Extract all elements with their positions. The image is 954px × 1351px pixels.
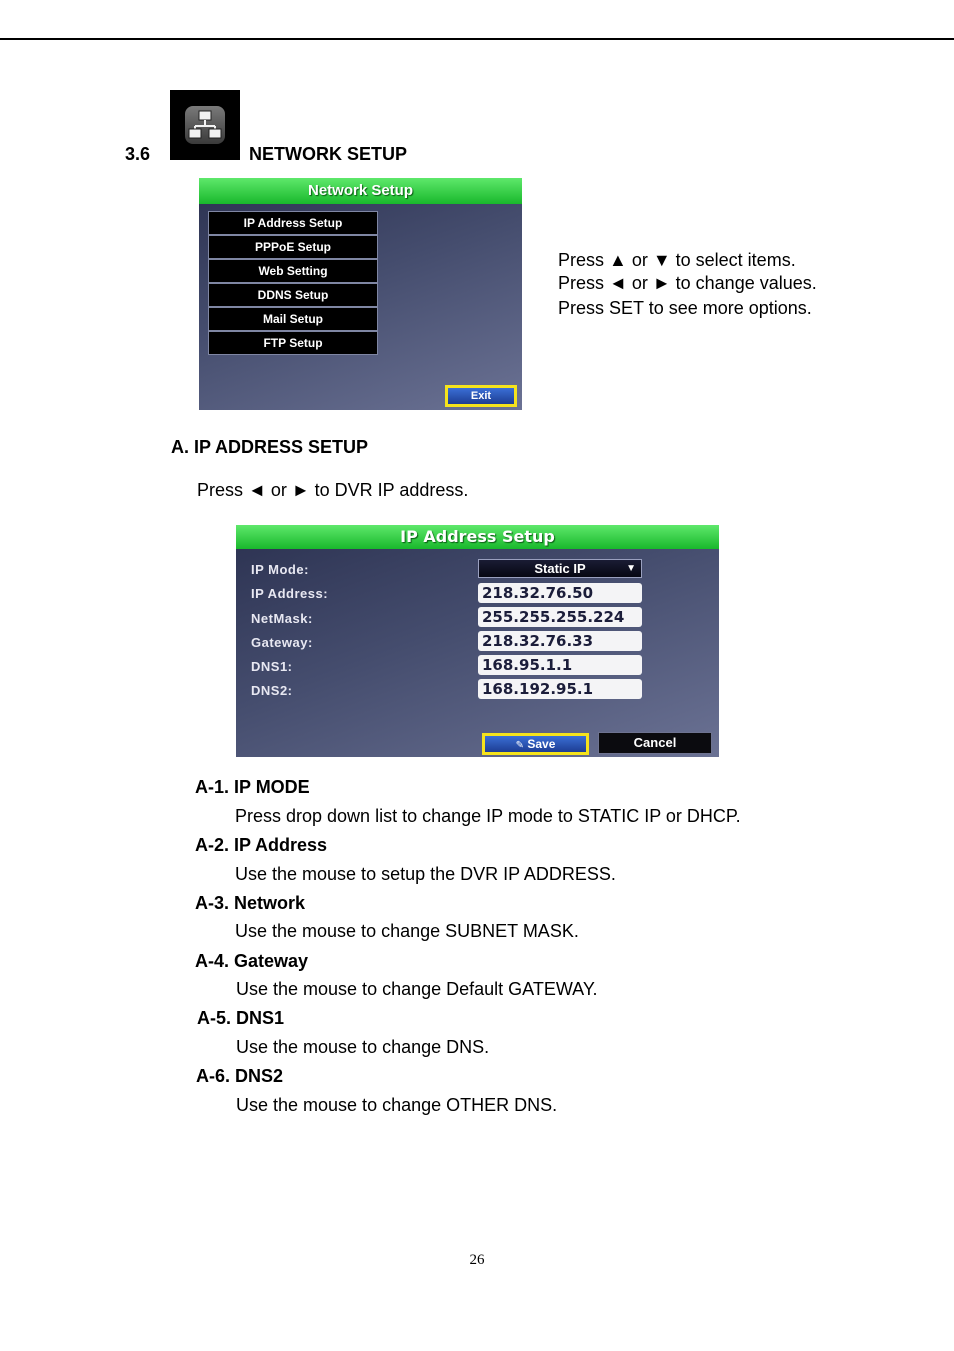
save-icon: ✎ bbox=[515, 740, 524, 751]
item-a4-heading: A-4. Gateway bbox=[195, 951, 309, 971]
instruction-line-2: Press ◄ or ► to change values. bbox=[558, 273, 817, 293]
network-setup-title: Network Setup bbox=[199, 178, 522, 204]
dns2-input[interactable]: 168.192.95.1 bbox=[478, 679, 642, 699]
ip-mode-label: IP Mode: bbox=[251, 562, 309, 577]
gateway-input[interactable]: 218.32.76.33 bbox=[478, 631, 642, 651]
ip-address-setup-screen bbox=[236, 525, 719, 757]
item-a5-heading: A-5. DNS1 bbox=[197, 1008, 285, 1028]
menu-pppoe-setup[interactable]: PPPoE Setup bbox=[208, 235, 378, 259]
section-number: 3.6 bbox=[125, 144, 151, 164]
save-button[interactable] bbox=[482, 733, 589, 755]
menu-web-setting[interactable]: Web Setting bbox=[208, 259, 378, 283]
cancel-button[interactable]: Cancel bbox=[598, 732, 712, 754]
page-number: 26 bbox=[469, 1252, 485, 1268]
ip-mode-select[interactable] bbox=[478, 559, 642, 578]
item-a2-heading: A-2. IP Address bbox=[195, 835, 328, 855]
instruction-line-1: Press ▲ or ▼ to select items. bbox=[558, 250, 796, 270]
network-setup-screen bbox=[199, 178, 522, 410]
ip-address-input[interactable]: 218.32.76.50 bbox=[478, 583, 642, 603]
section-a-heading: A. IP ADDRESS SETUP bbox=[171, 437, 369, 457]
item-a3-text: Use the mouse to change SUBNET MASK. bbox=[235, 921, 579, 941]
section-a-intro: Press ◄ or ► to DVR IP address. bbox=[197, 480, 469, 500]
exit-button[interactable]: Exit bbox=[445, 385, 517, 407]
dns1-input[interactable]: 168.95.1.1 bbox=[478, 655, 642, 675]
item-a1-text: Press drop down list to change IP mode to STATIC IP or DHCP. bbox=[235, 806, 741, 826]
menu-ip-address-setup[interactable]: IP Address Setup bbox=[208, 211, 378, 235]
save-label: Save bbox=[527, 737, 556, 751]
item-a4-text: Use the mouse to change Default GATEWAY. bbox=[236, 979, 598, 999]
netmask-label: NetMask: bbox=[251, 611, 313, 626]
menu-ddns-setup[interactable]: DDNS Setup bbox=[208, 283, 378, 307]
gateway-label: Gateway: bbox=[251, 635, 313, 650]
menu-mail-setup[interactable]: Mail Setup bbox=[208, 307, 378, 331]
section-title: NETWORK SETUP bbox=[249, 144, 408, 164]
dns1-label: DNS1: bbox=[251, 659, 293, 674]
chevron-down-icon: ▼ bbox=[626, 563, 636, 574]
item-a6-heading: A-6. DNS2 bbox=[196, 1066, 284, 1086]
ip-address-setup-title: IP Address Setup bbox=[236, 525, 719, 549]
item-a2-text: Use the mouse to setup the DVR IP ADDRESS. bbox=[235, 864, 616, 884]
menu-ftp-setup[interactable]: FTP Setup bbox=[208, 331, 378, 355]
dns2-label: DNS2: bbox=[251, 683, 293, 698]
network-icon bbox=[170, 90, 240, 160]
item-a6-text: Use the mouse to change OTHER DNS. bbox=[236, 1095, 558, 1115]
netmask-input[interactable]: 255.255.255.224 bbox=[478, 607, 642, 627]
item-a1-heading: A-1. IP MODE bbox=[195, 777, 310, 797]
top-rule bbox=[0, 38, 954, 40]
item-a5-text: Use the mouse to change DNS. bbox=[236, 1037, 490, 1057]
instruction-line-3: Press SET to see more options. bbox=[558, 298, 812, 318]
ip-address-label: IP Address: bbox=[251, 586, 329, 601]
item-a3-heading: A-3. Network bbox=[195, 893, 306, 913]
ip-mode-value: Static IP bbox=[534, 561, 586, 576]
